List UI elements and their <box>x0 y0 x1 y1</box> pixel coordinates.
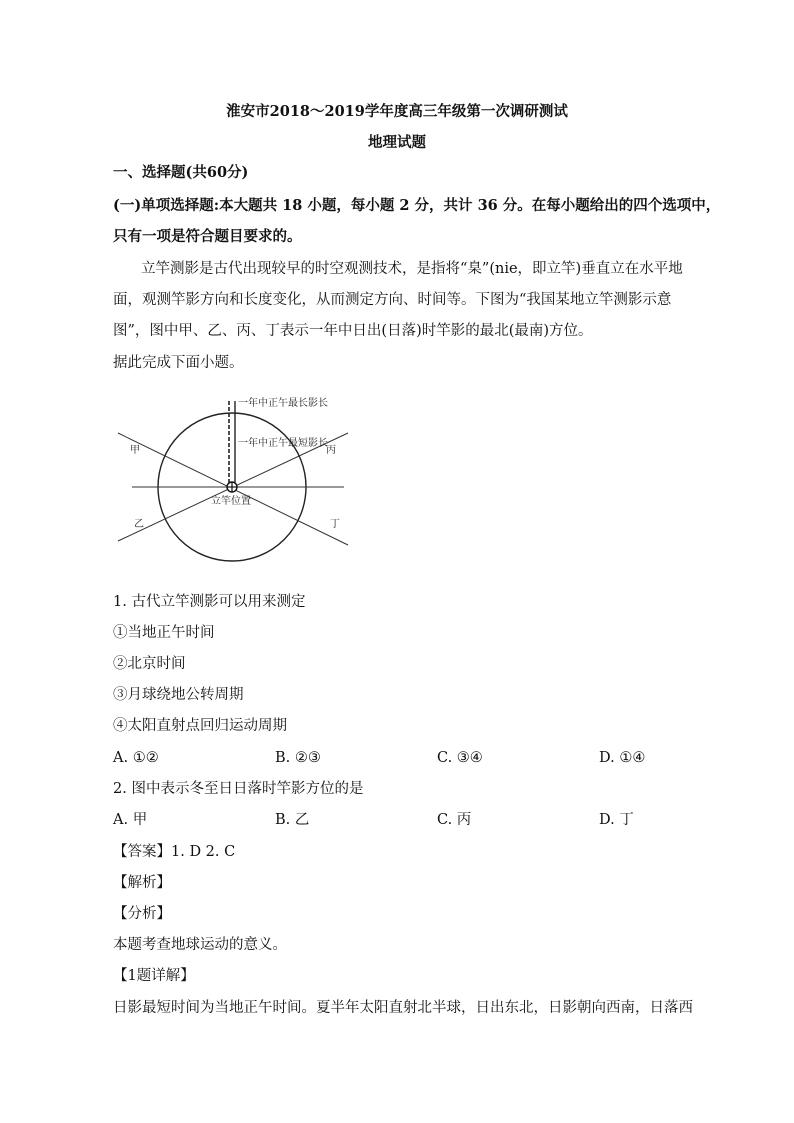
longest-shadow-label: 一年中正午最长影长 <box>238 398 328 409</box>
shortest-shadow-label: 一年中正午最短影长 <box>238 438 328 449</box>
pole-position-label: 立竿位置 <box>211 496 251 507</box>
page-title: 淮安市2018～2019学年度高三年级第一次调研测试 <box>226 103 568 120</box>
q1-option-a: A. ①② <box>113 750 159 766</box>
analysis-heading: 【解析】 <box>113 875 171 891</box>
label-ding: 丁 <box>330 519 340 530</box>
q2-option-d: D. 丁 <box>599 812 634 828</box>
answer-summary: 本题考查地球运动的意义。 <box>113 937 287 953</box>
q2-option-a: A. 甲 <box>113 812 148 828</box>
q2-stem: 2. 图中表示冬至日日落时竿影方位的是 <box>113 781 364 797</box>
q1-option-b: B. ②③ <box>275 750 321 766</box>
q1-detail-heading: 【1题详解】 <box>113 968 195 984</box>
passage-line-1: 立竿测影是古代出现较早的时空观测技术，是指将“臬”(nie，即立竿)垂直立在水平地 <box>141 261 683 277</box>
instruction-line-1: (一)单项选择题:本大题共 18 小题，每小题 2 分，共计 36 分。在每小题给出的四个选项中， <box>113 197 721 214</box>
q1-option-d: D. ①④ <box>599 750 646 766</box>
q1-item-3: ③月球绕地公转周期 <box>113 687 244 703</box>
shadow-diagram <box>116 393 352 581</box>
breakdown-heading: 【分析】 <box>113 906 171 922</box>
q1-option-c: C. ③④ <box>437 750 483 766</box>
label-yi: 乙 <box>134 519 144 530</box>
shadow-diagram-figure <box>116 393 352 581</box>
q2-option-c: C. 丙 <box>437 812 472 828</box>
passage-line-2: 面，观测竿影方向和长度变化，从而测定方向、时间等。下图为“我国某地立竿测影示意 <box>113 292 672 308</box>
passage-line-4: 据此完成下面小题。 <box>113 355 244 371</box>
answer-line: 【答案】1. D 2. C <box>113 844 236 860</box>
q1-detail-line-1: 日影最短时间为当地正午时间。夏半年太阳直射北半球，日出东北，日影朝向西南，日落西 <box>113 1000 693 1016</box>
q1-stem: 1. 古代立竿测影可以用来测定 <box>113 594 306 610</box>
page-subtitle: 地理试题 <box>368 134 426 151</box>
q1-item-1: ①当地正午时间 <box>113 625 215 641</box>
q2-option-b: B. 乙 <box>275 812 310 828</box>
section-heading: 一、选择题(共60分) <box>113 164 249 181</box>
q1-item-4: ④太阳直射点回归运动周期 <box>113 718 287 734</box>
label-jia: 甲 <box>130 445 140 456</box>
q1-item-2: ②北京时间 <box>113 656 186 672</box>
passage-line-3: 图”，图中甲、乙、丙、丁表示一年中日出(日落)时竿影的最北(最南)方位。 <box>113 323 593 339</box>
label-bing: 丙 <box>326 445 336 456</box>
instruction-line-2: 只有一项是符合题目要求的。 <box>113 228 302 245</box>
